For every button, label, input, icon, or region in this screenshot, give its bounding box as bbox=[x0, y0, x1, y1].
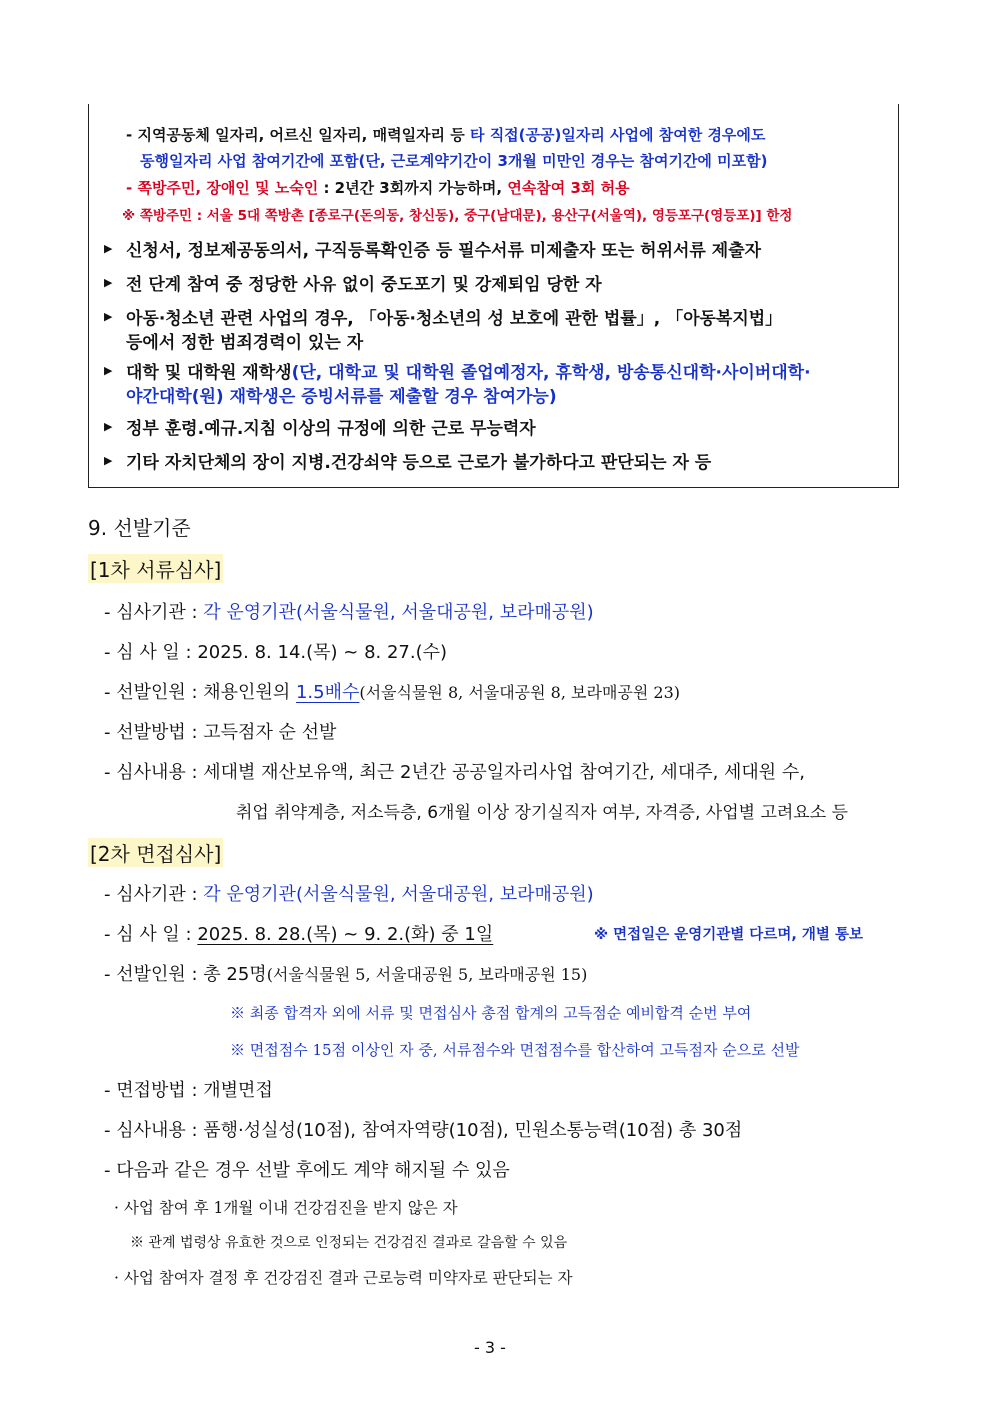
bullet-text: 대학 및 대학원 재학생 bbox=[126, 363, 292, 383]
triangle-bullet-icon: ▶ bbox=[104, 454, 113, 467]
stage1-row-date bbox=[104, 638, 447, 664]
row-value: 세대별 재산보유액, 최근 2년간 공공일자리사업 참여기간, 세대주, 세대원 수, bbox=[203, 762, 806, 783]
stage2-row-termination: - 다음과 같은 경우 선발 후에도 계약 해지될 수 있음 bbox=[104, 1160, 510, 1181]
box-sub-item-1 bbox=[126, 124, 765, 145]
stage1-row-agency bbox=[104, 598, 594, 624]
stage2-row-content bbox=[104, 1116, 742, 1142]
score-note: ※ 면접점수 15점 이상인 자 중, 서류점수와 면접점수를 합산하여 고득점자 순으로 선발 bbox=[230, 1041, 800, 1059]
triangle-bullet-icon: ▶ bbox=[104, 310, 113, 323]
page-number: - 3 - bbox=[474, 1338, 506, 1357]
stage1-row-content bbox=[104, 758, 805, 784]
stage2-row-agency bbox=[104, 880, 594, 906]
triangle-bullet-icon: ▶ bbox=[104, 364, 113, 377]
stage2-row-method bbox=[104, 1076, 273, 1102]
triangle-bullet-icon: ▶ bbox=[104, 276, 113, 289]
row-value-detail: (서울식물원 8, 서울대공원 8, 보라매공원 23) bbox=[359, 683, 681, 702]
row-value: 개별면접 bbox=[203, 1080, 273, 1101]
section-title: 9. 선발기준 bbox=[88, 516, 191, 540]
row-value: 2025. 8. 28.(목) ~ 9. 2.(화) 중 1일 bbox=[197, 924, 494, 945]
note-middle: : 서울 5대 쪽방촌 bbox=[192, 208, 309, 224]
row-value: 각 운영기관(서울식물원, 서울대공원, 보라매공원) bbox=[203, 602, 594, 623]
row-label: - 심사내용 : bbox=[104, 762, 204, 783]
note-detail: [종로구(돈의동, 창신동), 중구(남대문), 용산구(서울역), 영등포구(영등포)] 한정 bbox=[308, 208, 793, 224]
box-sub-item-2 bbox=[126, 177, 630, 198]
reserve-note: ※ 최종 합격자 외에 서류 및 면접심사 총점 합계의 고득점순 예비합격 순번 부여 bbox=[230, 1004, 752, 1022]
row-value-emphasis: 1.5배수 bbox=[295, 682, 360, 703]
row-label: - 선발인원 : bbox=[104, 682, 204, 703]
row-label: - 심사내용 : bbox=[104, 1120, 204, 1141]
bullet-item: 정부 훈령.예규.지침 이상의 규정에 의한 근로 무능력자 bbox=[126, 419, 536, 439]
triangle-bullet-icon: ▶ bbox=[104, 420, 113, 433]
stage2-row-count bbox=[104, 960, 587, 986]
row-value: 품행·성실성(10점), 참여자역량(10점), 민원소통능력(10점) 총 30점 bbox=[203, 1120, 743, 1141]
stage1-row-content-cont: 취업 취약계층, 저소득층, 6개월 이상 장기실직자 여부, 자격증, 사업별 고려요소 등 bbox=[236, 803, 848, 823]
note-label: ※ 쪽방주민 bbox=[122, 208, 192, 224]
sub2-middle: : 2년간 3회까지 가능하며, bbox=[318, 179, 508, 197]
row-value: 2025. 8. 14.(목) ~ 8. 27.(수) bbox=[197, 642, 448, 663]
row-value: 고득점자 순 선발 bbox=[203, 722, 337, 743]
row-value: 채용인원의 bbox=[203, 682, 296, 703]
bullet-item-cont: 야간대학(원) 재학생은 증빙서류를 제출할 경우 참여가능) bbox=[126, 387, 557, 407]
row-label: - 선발방법 : bbox=[104, 722, 204, 743]
box-note bbox=[122, 204, 792, 224]
stage2-header: [2차 면접심사] bbox=[88, 838, 223, 867]
row-value: 각 운영기관(서울식물원, 서울대공원, 보라매공원) bbox=[203, 884, 594, 905]
stage1-row-method bbox=[104, 718, 336, 744]
row-label: - 선발인원 : bbox=[104, 964, 204, 985]
termination-item: · 사업 참여자 결정 후 건강검진 결과 근로능력 미약자로 판단되는 자 bbox=[114, 1269, 573, 1287]
bullet-item: 전 단계 참여 중 정당한 사유 없이 중도포기 및 강제퇴임 당한 자 bbox=[126, 275, 602, 295]
stage1-header: [1차 서류심사] bbox=[88, 554, 223, 583]
bullet-exception: (단, 대학교 및 대학원 졸업예정자, 휴학생, 방송통신대학·사이버대학· bbox=[291, 363, 811, 383]
sub2-highlight: 연속참여 3회 허용 bbox=[507, 179, 630, 197]
bullet-item: 기타 자치단체의 장이 지병.건강쇠약 등으로 근로가 불가하다고 판단되는 자 등 bbox=[126, 453, 712, 473]
row-label: - 면접방법 : bbox=[104, 1080, 204, 1101]
interview-date-note: ※ 면접일은 운영기관별 다르며, 개별 통보 bbox=[594, 927, 863, 943]
sub1-text: - 지역공동체 일자리, 어르신 일자리, 매력일자리 등 bbox=[126, 126, 470, 144]
bullet-item: 신청서, 정보제공동의서, 구직등록확인증 등 필수서류 미제출자 또는 허위서류 제출자 bbox=[126, 241, 762, 261]
stage1-row-count bbox=[104, 678, 680, 704]
row-label: - 심 사 일 : bbox=[104, 642, 198, 663]
row-label: - 심사기관 : bbox=[104, 602, 204, 623]
stage2-row-date bbox=[104, 920, 493, 946]
sub1-highlight: 타 직접(공공)일자리 사업에 참여한 경우에도 bbox=[469, 126, 766, 144]
row-value: 총 25명 bbox=[203, 964, 267, 985]
triangle-bullet-icon: ▶ bbox=[104, 242, 113, 255]
termination-note: ※ 관계 법령상 유효한 것으로 인정되는 건강검진 결과로 갈음할 수 있음 bbox=[130, 1235, 568, 1251]
row-label: - 심 사 일 : bbox=[104, 924, 198, 945]
row-label: - 심사기관 : bbox=[104, 884, 204, 905]
sub2-text: - 쪽방주민, 장애인 및 노숙인 bbox=[126, 179, 319, 197]
row-value-detail: (서울식물원 5, 서울대공원 5, 보라매공원 15) bbox=[266, 965, 588, 984]
bullet-item-cont: 등에서 정한 범죄경력이 있는 자 bbox=[126, 333, 364, 353]
termination-item: · 사업 참여 후 1개월 이내 건강검진을 받지 않은 자 bbox=[114, 1199, 458, 1217]
bullet-item: 아동·청소년 관련 사업의 경우, 「아동·청소년의 성 보호에 관한 법률」, 「아동복지법」 bbox=[126, 309, 783, 329]
bullet-item bbox=[126, 358, 811, 383]
box-sub-item-1-cont: 동행일자리 사업 참여기간에 포함(단, 근로계약기간이 3개월 미만인 경우는 참여기간에 미포함) bbox=[140, 152, 768, 170]
